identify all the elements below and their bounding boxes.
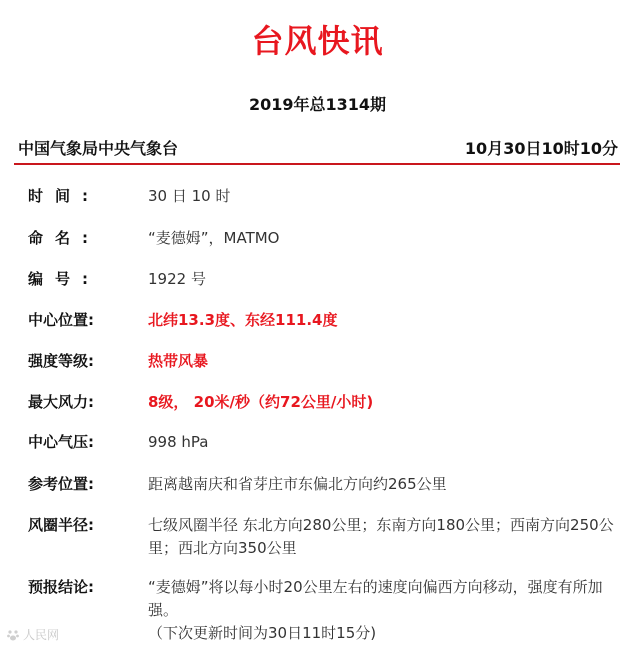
page-title: 台风快讯 xyxy=(251,22,384,60)
issue-datetime: 10月30日10时10分 xyxy=(464,139,618,158)
row-label: 预报结论: xyxy=(28,578,94,596)
row-label: 最大风力: xyxy=(28,393,94,411)
forecast-text: “麦德姆”将以每小时20公里左右的速度向偏西方向移动，强度有所加强。 xyxy=(148,578,603,619)
row-value: 七级风圈半径 东北方向280公里；东南方向180公里；西南方向250公里；西北方向350公里 xyxy=(148,516,614,557)
watermark xyxy=(6,626,59,643)
watermark-text: 人民网 xyxy=(23,628,60,642)
paw-logo-icon xyxy=(6,628,20,642)
row-label: 风圈半径: xyxy=(28,516,94,534)
row-label: 命名: xyxy=(28,229,100,247)
row-value: 热带风暴 xyxy=(148,352,209,370)
row-label: 参考位置: xyxy=(28,475,94,493)
row-value: 8级， 20米/秒（约72公里/小时) xyxy=(148,393,374,411)
next-update-note: （下次更新时间为30日11时15分) xyxy=(148,624,377,642)
row-value: 北纬13.3度、东经111.4度 xyxy=(148,311,338,329)
row-value: 998 hPa xyxy=(148,433,209,451)
row-label: 中心气压: xyxy=(28,433,94,451)
row-value xyxy=(148,576,618,645)
row-label: 中心位置: xyxy=(28,311,94,329)
issue-number: 2019年总1314期 xyxy=(248,95,387,114)
row-value: 1922 号 xyxy=(148,270,206,288)
row-value: “麦德姆”，MATMO xyxy=(148,229,280,247)
row-label: 强度等级: xyxy=(28,352,94,370)
row-value: 30 日 10 时 xyxy=(148,187,231,205)
row-label: 时间: xyxy=(28,187,100,205)
row-value: 距离越南庆和省芽庄市东偏北方向约265公里 xyxy=(148,475,447,493)
row-label: 编号: xyxy=(28,270,100,288)
header-divider xyxy=(14,163,620,165)
agency-name: 中国气象局中央气象台 xyxy=(18,139,179,158)
bulletin-header xyxy=(18,136,618,159)
